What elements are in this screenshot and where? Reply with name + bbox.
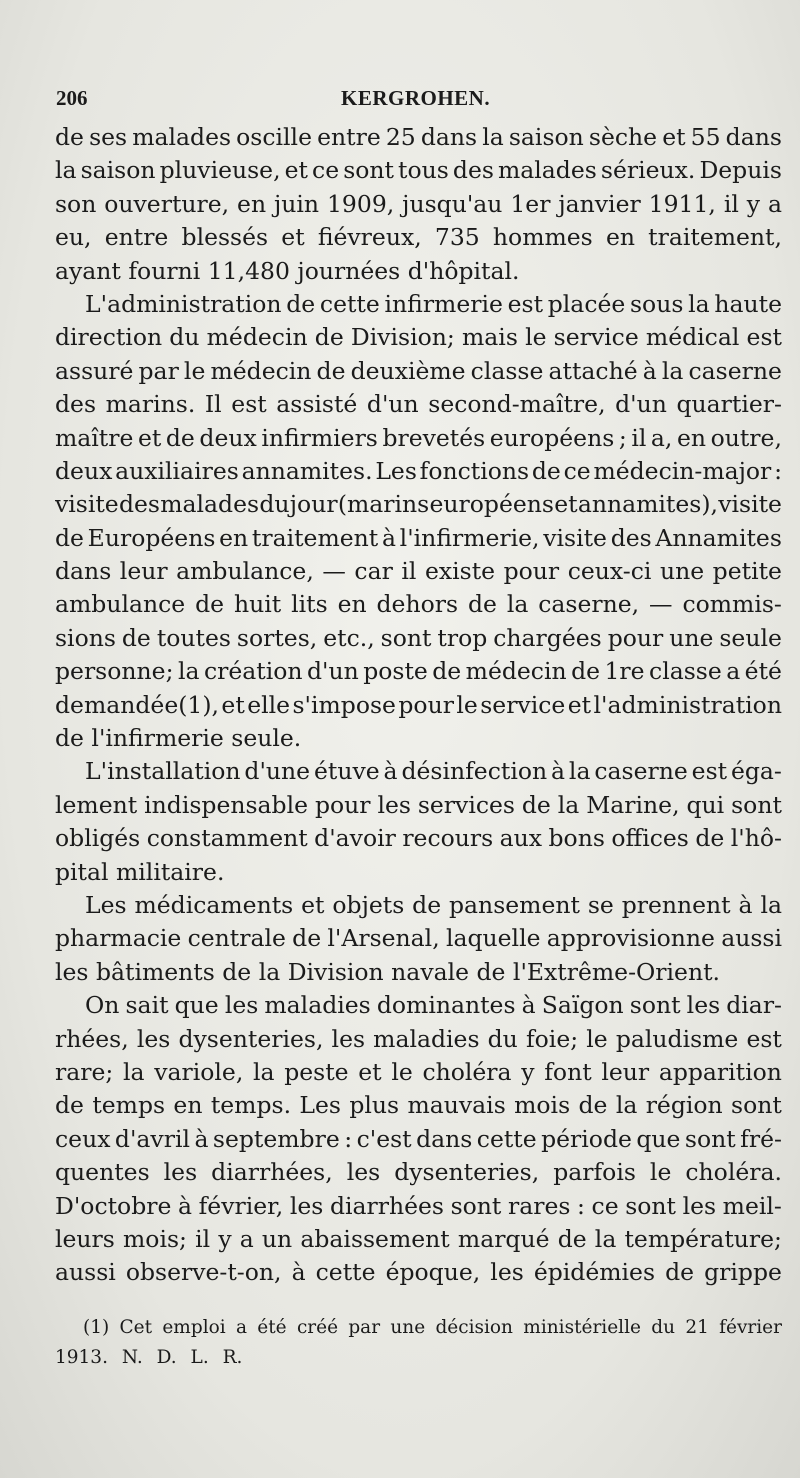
page-number: 206 [56, 86, 88, 110]
text-line: ceux d'avril à septembre : c'est dans cette période que sont fré- [55, 1124, 782, 1153]
text-line: assuré par le médecin de deuxième classe attaché à la caserne [55, 356, 782, 385]
text-line: les bâtiments de la Division navale de l'Extrême-Orient. [55, 957, 720, 986]
text-line: pharmacie centrale de l'Arsenal, laquelle approvisionne aussi [55, 924, 782, 953]
text-line: aussi observe-t-on, à cette époque, les épidémies de grippe [55, 1258, 782, 1287]
text-line: personne; la création d'un poste de médecin de 1re classe a été [55, 657, 782, 686]
text-line: ayant fourni 11,480 journées d'hôpital. [55, 256, 520, 285]
text-line: maître et de deux infirmiers brevetés européens ; il a, en outre, [55, 423, 782, 452]
text-line: eu, entre blessés et fiévreux, 735 hommes en traitement, [55, 223, 782, 252]
text-line: de temps en temps. Les plus mauvais mois de la région sont [55, 1091, 782, 1120]
footnotes [55, 1313, 782, 1373]
text-line: de ses malades oscille entre 25 dans la saison sèche et 55 dans [55, 123, 782, 151]
text-line: demandée(1), et elle s'impose pour le service et l'administration [55, 690, 782, 719]
running-title: KERGROHEN. [341, 86, 491, 110]
text-line: rare; la variole, la peste et le choléra y font leur apparition [55, 1057, 782, 1086]
body-text [55, 121, 782, 1290]
text-line: sions de toutes sortes, etc., sont trop chargées pour une seule [55, 623, 782, 652]
text-line: leurs mois; il y a un abaissement marqué de la température; [55, 1224, 782, 1253]
text-line: On sait que les maladies dominantes à Saïgon sont les diar- [85, 991, 782, 1020]
text-line: Les médicaments et objets de pansement se prennent à la [85, 890, 782, 919]
text-line: de Européens en traitement à l'infirmerie, visite des Annamites [55, 523, 782, 552]
text-line: quentes les diarrhées, les dysenteries, parfois le choléra. [55, 1158, 782, 1187]
text-line: direction du médecin de Division; mais le service médical est [55, 323, 782, 352]
text-line: de l'infirmerie seule. [55, 724, 302, 753]
page-header [56, 86, 738, 116]
text-line: son ouverture, en juin 1909, jusqu'au 1er janvier 1911, il y a [55, 189, 782, 218]
text-line: pital militaire. [55, 857, 225, 886]
text-line: visite des malades du jour (marins européens et annamites), visite [55, 490, 782, 519]
text-line: ambulance de huit lits en dehors de la caserne, — commis- [55, 590, 782, 619]
text-line: la saison pluvieuse, et ce sont tous des malades sérieux. Depuis [55, 156, 782, 185]
text-line: lement indispensable pour les services de la Marine, qui sont [55, 790, 782, 819]
footnote-line: 1913. N. D. L. R. [55, 1347, 243, 1368]
text-line: D'octobre à février, les diarrhées sont rares : ce sont les meil- [55, 1191, 782, 1220]
text-line: obligés constamment d'avoir recours aux bons offices de l'hô- [55, 824, 782, 853]
text-line: rhées, les dysenteries, les maladies du foie; le paludisme est [55, 1024, 782, 1053]
text-line: L'installation d'une étuve à désinfection à la caserne est éga- [85, 757, 782, 786]
footnote-line: (1) Cet emploi a été créé par une décision ministérielle du 21 février [83, 1317, 782, 1338]
text-line: des marins. Il est assisté d'un second-maître, d'un quartier- [55, 390, 782, 419]
text-line: deux auxiliaires annamites. Les fonctions de ce médecin-major : [55, 456, 782, 485]
text-line: dans leur ambulance, — car il existe pour ceux-ci une petite [55, 557, 782, 586]
text-line: L'administration de cette infirmerie est placée sous la haute [85, 289, 782, 318]
